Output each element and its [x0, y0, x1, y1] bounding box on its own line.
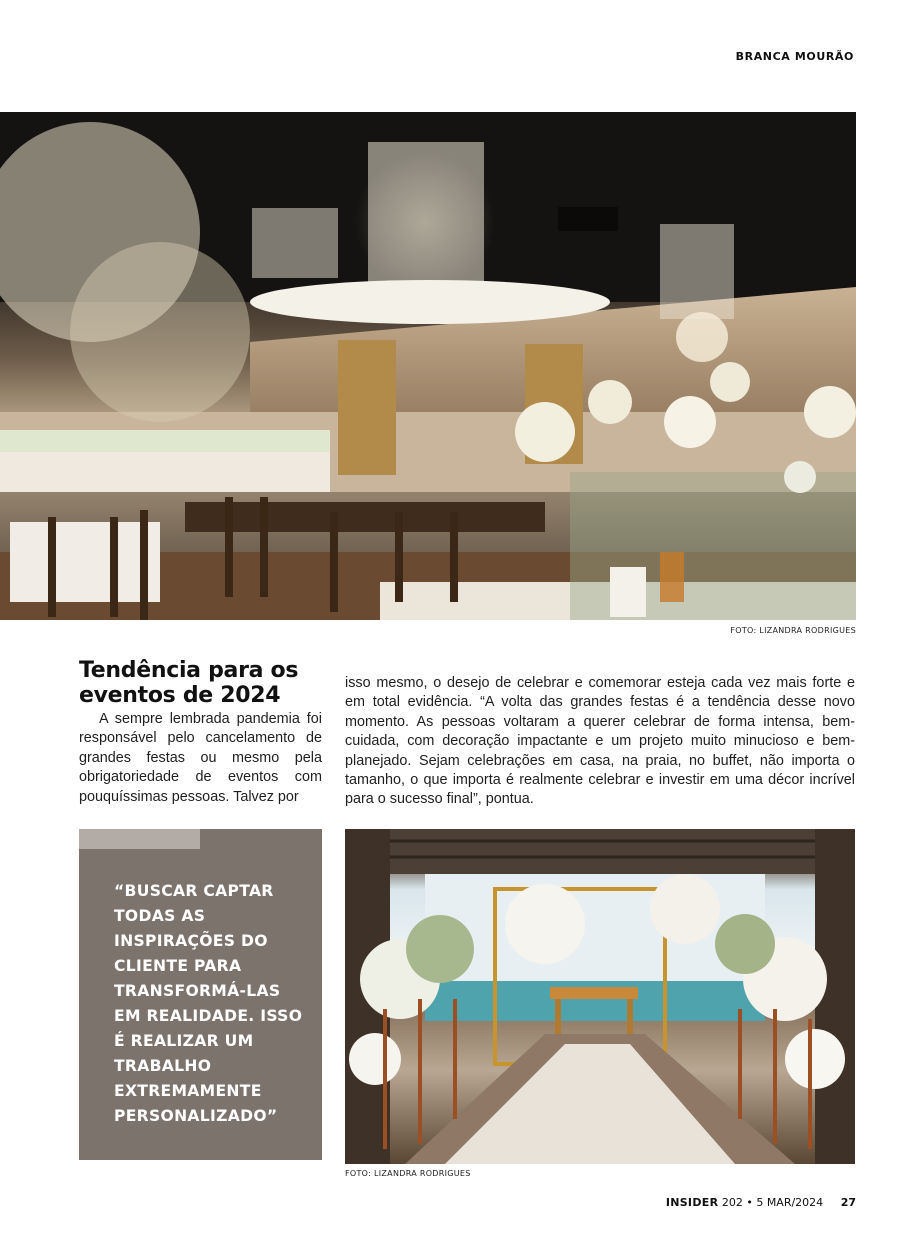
pull-quote-tab: [79, 829, 200, 849]
page-footer: [666, 1196, 856, 1209]
beach-ceremony-illustration: [345, 829, 855, 1164]
article-headline: Tendência para os eventos de 2024: [79, 658, 299, 708]
banquet-hall-photo: [0, 112, 856, 620]
article-body-left: A sempre lembrada pandemia foi responsável pelo cancelamento de grandes festas ou mesmo pela obrigatoriedade de eventos com pouquíssimas pessoas. Talvez por: [79, 711, 322, 805]
pull-quote-box: [79, 829, 322, 1160]
issue-info: 202 • 5 MAR/2024: [721, 1196, 824, 1209]
banquet-hall-illustration: [0, 112, 856, 620]
pull-quote-text: “BUSCAR CAPTAR TODAS AS INSPIRAÇÕES DO CLIENTE PARA TRANSFORMÁ-LAS EM REALIDADE. ISSO É REALIZAR UM TRABALHO EXTREMAMENTE PERSONALIZADO”: [114, 882, 303, 1125]
page-number: 27: [840, 1196, 856, 1209]
magazine-name: INSIDER: [665, 1196, 719, 1209]
article-body-right: isso mesmo, o desejo de celebrar e comemorar esteja cada vez mais forte e em total evidência. “A volta das grandes festas é a tendência desse novo momento. As pessoas voltaram a querer celebrar de forma intensa, bem-cuidada, com decoração impactante e um projeto muito minucioso e bem-planejado. Sejam celebrações em casa, na praia, no buffet, não importa o tamanho, o que importa é realmente celebrar e investir em uma décor incrível para o sucesso final”, pontua.: [345, 675, 855, 808]
beach-ceremony-photo: [345, 829, 855, 1164]
author-name: BRANCA MOURÃO: [735, 50, 854, 63]
photo-credit: FOTO: LIZANDRA RODRIGUES: [345, 1169, 471, 1178]
photo-credit: FOTO: LIZANDRA RODRIGUES: [730, 626, 856, 635]
